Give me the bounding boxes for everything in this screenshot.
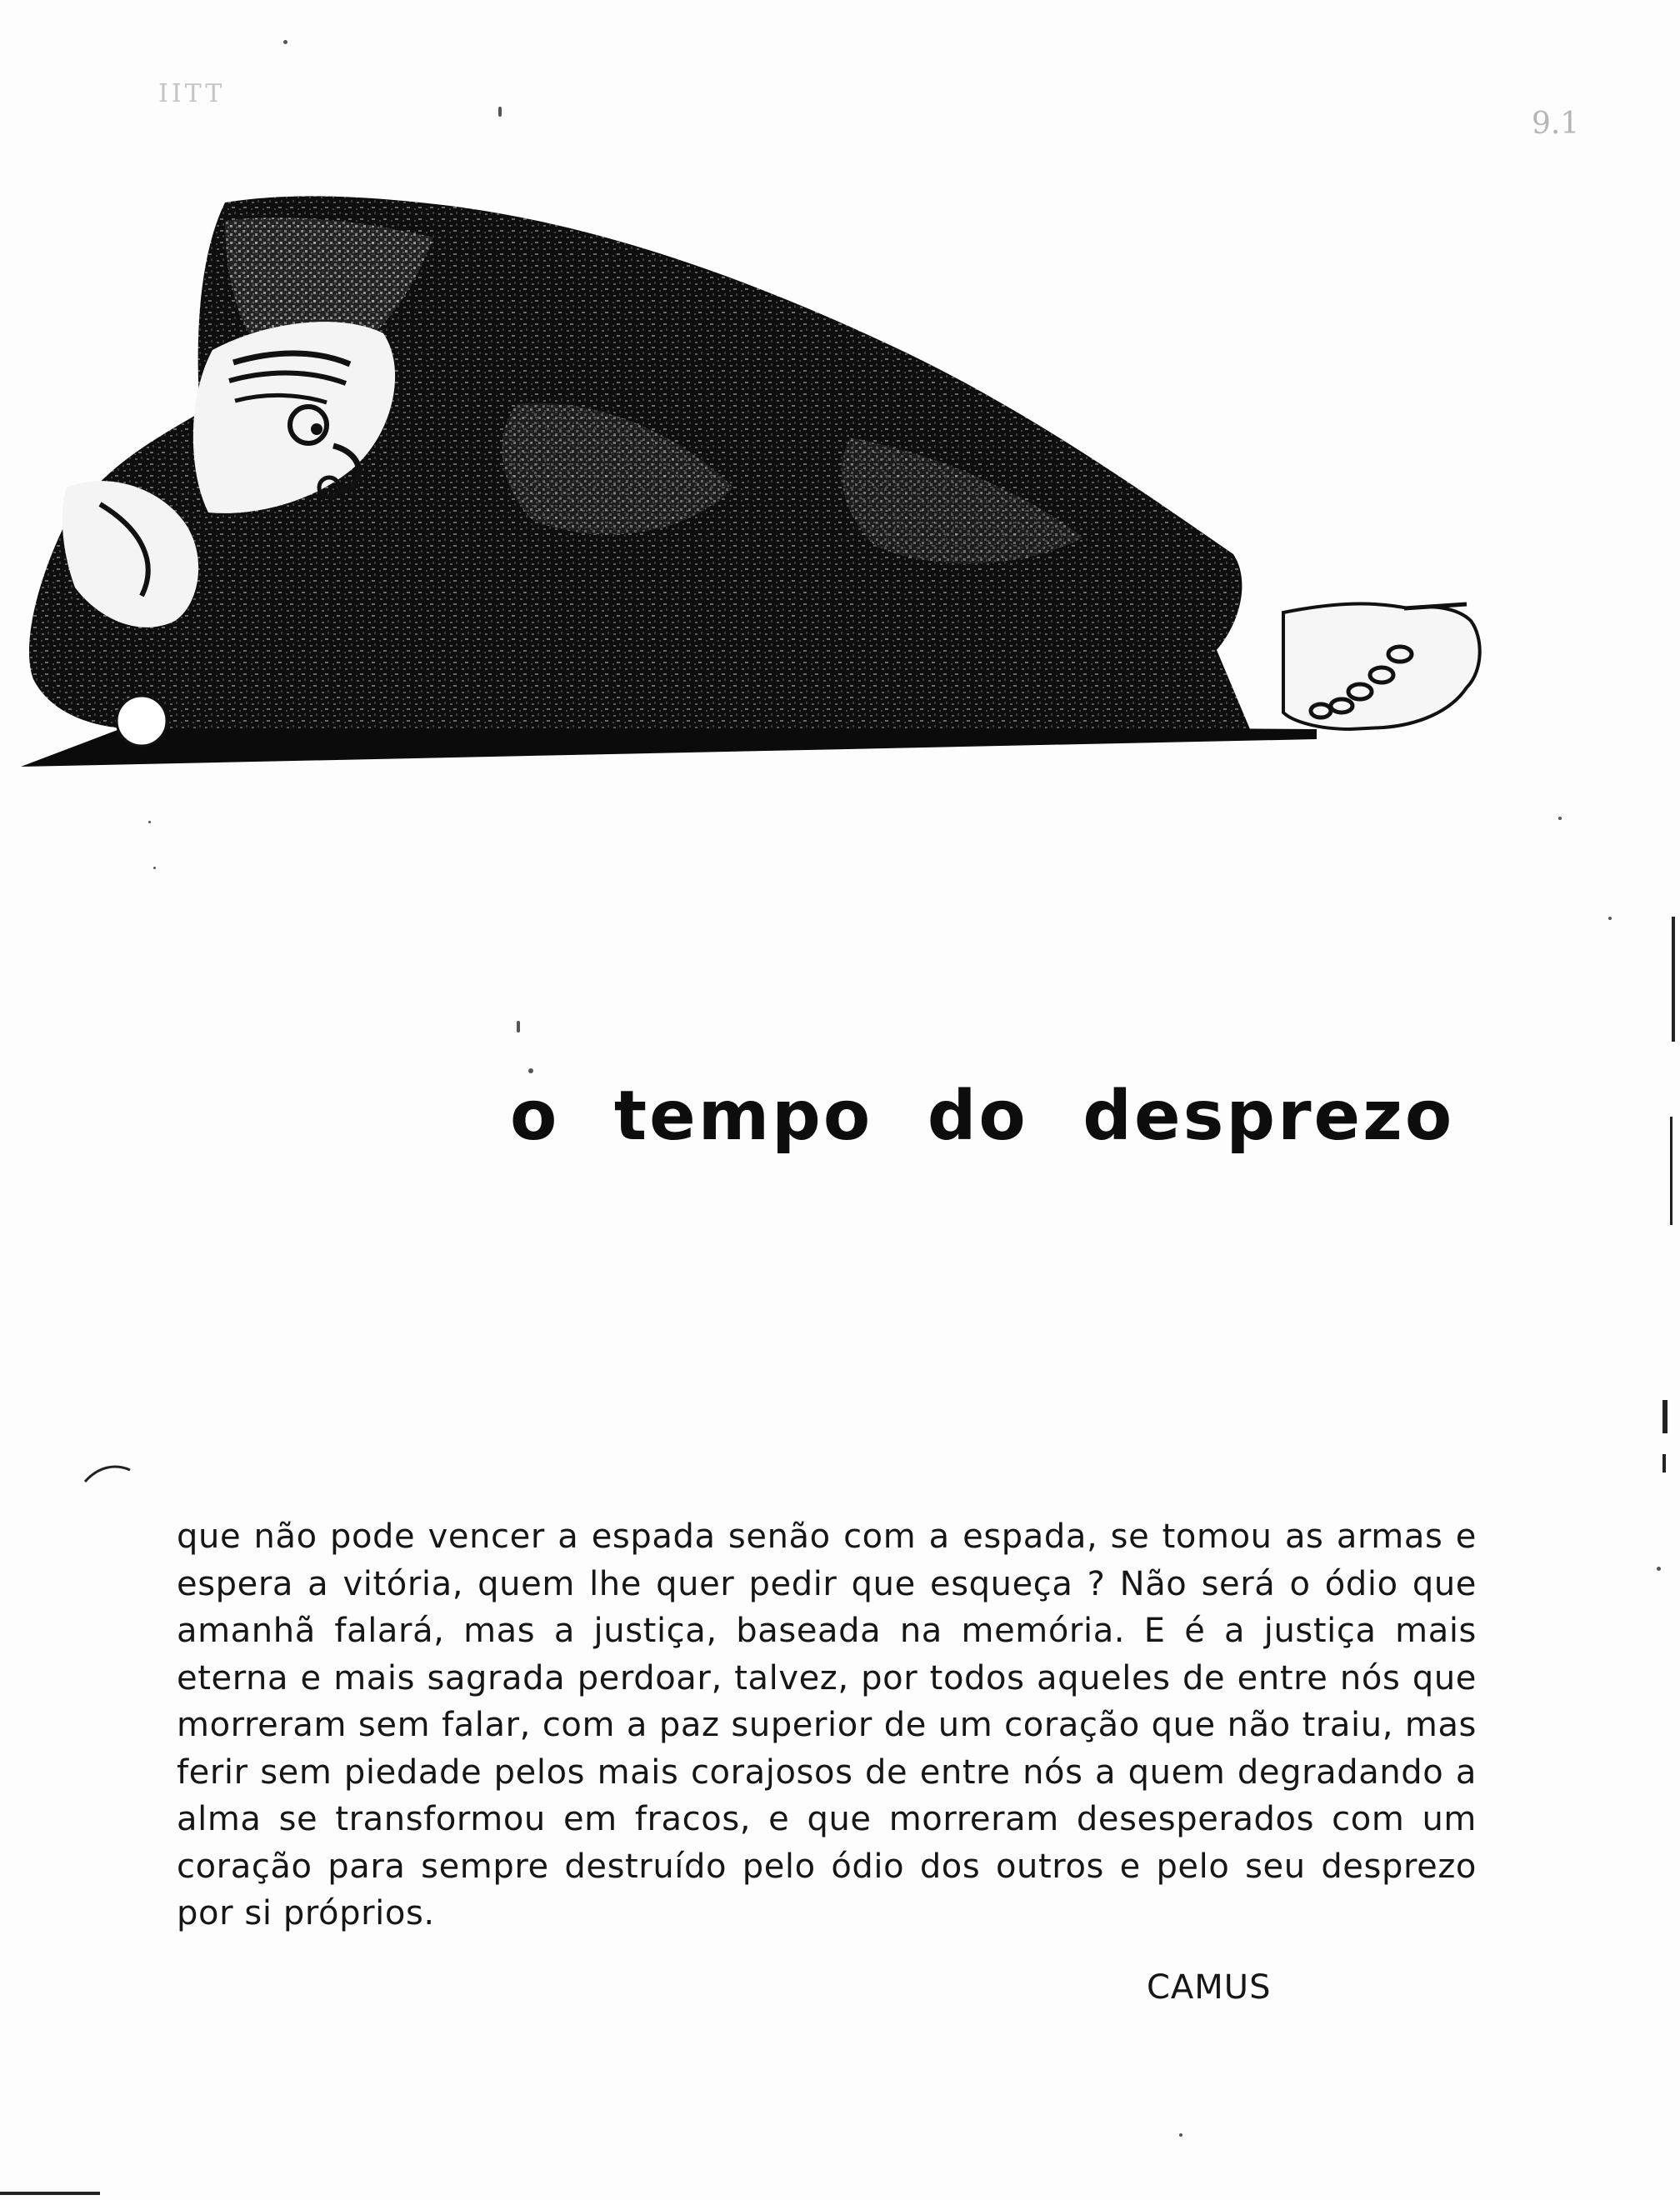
quote-text: que não pode vencer a espada senão com a espada, se tomou as armas e espera a vitória, quem lhe quer pedir que esqueça ? Não será o ódio que amanhã falará, mas a justiça, baseada na memória. E é a justiça mais eterna e mais sagrada perdoar, talvez, por todos aqueles de entre nós que morreram sem falar, com a paz superior de um coração que não traiu, mas ferir sem piedade pelos mais corajosos de entre nós a quem degradando a alma se transformou em fracos, e que morreram desesperados com um coração para sempre destruído pelo ódio dos outros e pelo seu desprezo por si próprios. <box>177 1518 1477 1932</box>
scan-curve-mark <box>83 1460 133 1485</box>
corner-mark-right: 9.1 <box>1532 107 1580 141</box>
scan-speck <box>498 107 502 117</box>
scan-speck <box>1608 917 1612 920</box>
page-title: o tempo do desprezo <box>510 1077 1455 1156</box>
scan-edge-mark <box>1672 917 1675 1042</box>
scan-edge-mark <box>1670 1117 1672 1225</box>
scan-speck <box>148 821 151 823</box>
reclining-figure-illustration <box>17 188 1517 779</box>
scan-speck <box>153 867 156 869</box>
author-name: CAMUS <box>1147 1968 1272 2007</box>
scan-speck <box>1179 2133 1182 2137</box>
scan-speck <box>283 40 288 44</box>
scan-speck <box>1558 817 1562 820</box>
scan-edge-mark <box>0 2192 100 2195</box>
scan-speck <box>1657 1567 1661 1571</box>
scan-edge-mark <box>1662 1454 1666 1472</box>
scan-speck <box>528 1068 533 1073</box>
sphere <box>117 696 167 746</box>
scan-edge-mark <box>1662 1400 1668 1433</box>
corner-mark-left: IITT <box>158 79 226 108</box>
scan-speck <box>517 1021 520 1032</box>
